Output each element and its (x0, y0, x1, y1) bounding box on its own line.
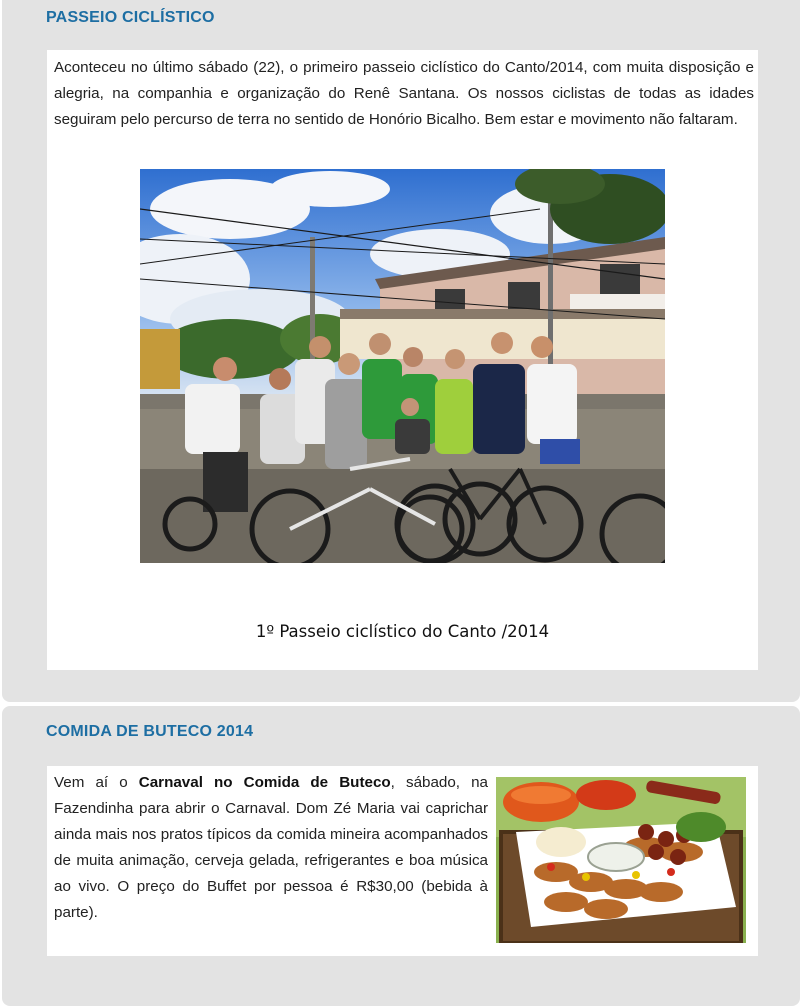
event-name: Carnaval no Comida de Buteco (138, 774, 391, 791)
photo-caption: 1º Passeio ciclístico do Canto /2014 (255, 622, 550, 641)
group-cycling-photo (140, 169, 665, 563)
food-platter-photo (496, 777, 746, 943)
content-card (47, 50, 758, 670)
section-title: COMIDA DE BUTECO 2014 (46, 723, 254, 740)
content-card (47, 766, 758, 956)
section-passeio-ciclistico (2, 0, 800, 702)
text-intro: Vem aí o (54, 774, 139, 791)
section-comida-de-buteco (2, 706, 800, 1006)
section-title: PASSEIO CICLÍSTICO (46, 9, 215, 26)
article-paragraph (54, 770, 488, 926)
text-rest: , sábado, na Fazendinha para abrir o Carnaval. Dom Zé Maria vai caprichar ainda mais nos pratos típicos da comida mineira acompanhados de muita animação, cerveja gelada, refrigerantes e boa música ao vivo. O preço do Buffet por pessoa é R$30,00 (bebida à parte). (54, 774, 488, 921)
article-paragraph: Aconteceu no último sábado (22), o primeiro passeio ciclístico do Canto/2014, com muita disposição e alegria, na companhia e organização do Renê Santana. Os nossos ciclistas de todas as idades seguiram pelo percurso de terra no sentido de Honório Bicalho. Bem estar e movimento não faltaram. (54, 59, 754, 128)
